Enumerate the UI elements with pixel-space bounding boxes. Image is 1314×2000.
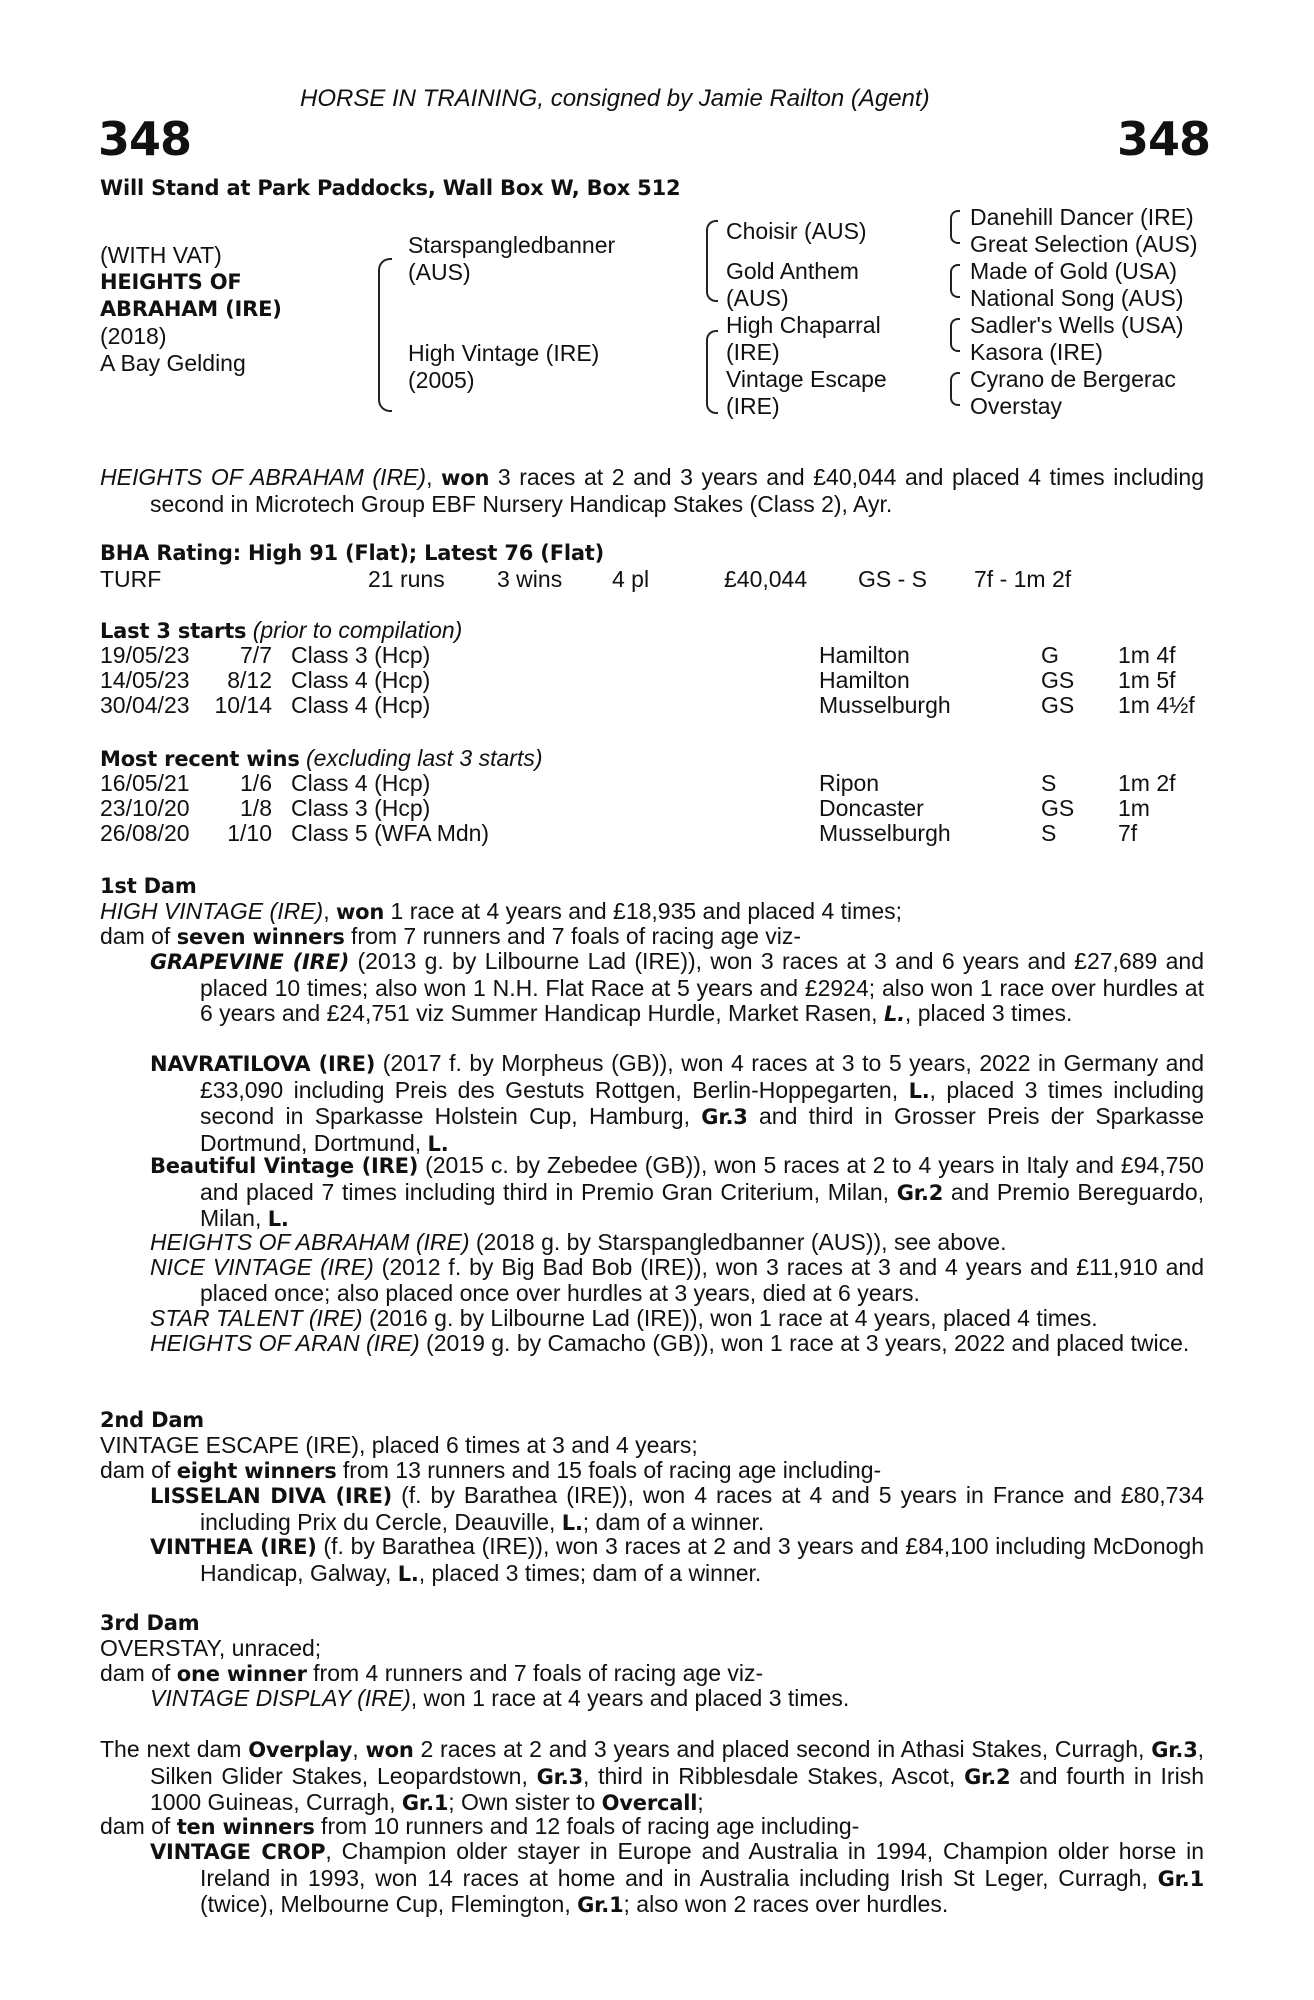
race-class: Class 4 (Hcp) [291, 692, 431, 718]
second-dam-line1: VINTAGE ESCAPE (IRE), placed 6 times at 3 and 4 years; [100, 1432, 698, 1458]
race-position: 10/14 [214, 692, 272, 718]
pedigree-dam-sire: High Chaparral (IRE) [726, 312, 881, 365]
progeny-lisselan-diva: LISSELAN DIVA (IRE) (f. by Barathea (IRE)), won 4 races at 4 and 5 years in France and £80,734 including Prix du Cercle, Deauville, L.; dam of a winner. [150, 1482, 1204, 1535]
progeny-star-talent: STAR TALENT (IRE) (2016 g. by Lilbourne Lad (IRE)), won 1 race at 4 years, placed 4 times. [150, 1305, 1098, 1331]
progeny-nice-vintage: NICE VINTAGE (IRE) (2012 f. by Big Bad Bob (IRE)), won 3 races at 3 and 4 years and £11,910 and placed once; also placed once over hurdles at 3 years, died at 6 years. [150, 1254, 1204, 1306]
progeny-vintage-display: VINTAGE DISPLAY (IRE), won 1 race at 4 years and placed 3 times. [150, 1685, 850, 1711]
pedigree-gg5: Sadler's Wells (USA) [970, 312, 1184, 338]
pedigree-dam-dam: Vintage Escape (IRE) [726, 366, 887, 419]
progeny-vintage-crop: VINTAGE CROP, Champion older stayer in Europe and Australia in 1994, Champion older horse in Ireland in 1993, won 14 races at home and in Australia including Irish St Leger, Curragh, Gr.1 (twice), Melbourne Cup, Flemington, Gr.1; also won 2 races over hurdles. [150, 1838, 1205, 1917]
race-distance: 7f [1118, 820, 1138, 846]
progeny-navratilova: NAVRATILOVA (IRE) (2017 f. by Morpheus (GB)), won 4 races at 3 to 5 years, 2022 in Germany and £33,090 including Preis des Gestuts Rottgen, Berlin-Hoppegarten, L., placed 3 times including second in Sparkasse Holstein Cup, Hamburg, Gr.3 and third in Grosser Preis der Sparkasse Dortmund, Dortmund, L. [150, 1050, 1205, 1156]
race-date: 14/05/23 [100, 667, 190, 693]
second-dam-line2: dam of eight winners from 13 runners and 15 foals of racing age including- [100, 1457, 882, 1483]
race-position: 7/7 [240, 642, 272, 668]
pedigree-brace-g4 [950, 372, 960, 406]
progeny-heights-of-aran: HEIGHTS OF ARAN (IRE) (2019 g. by Camacho (GB)), won 1 race at 3 years, 2022 and placed twice. [150, 1330, 1190, 1356]
horse-year: (2018) [100, 323, 167, 349]
pedigree-gg4: National Song (AUS) [970, 285, 1184, 311]
race-going: S [1041, 820, 1057, 846]
race-position: 1/6 [240, 770, 272, 796]
pedigree-gg3: Made of Gold (USA) [970, 258, 1178, 284]
first-dam-line1: HIGH VINTAGE (IRE), won 1 race at 4 years and £18,935 and placed 4 times; [100, 898, 903, 924]
race-date: 26/08/20 [100, 820, 190, 846]
horse-identity [100, 242, 282, 377]
race-position: 8/12 [227, 667, 272, 693]
first-dam-heading: 1st Dam [100, 874, 197, 898]
horse-name-line2: ABRAHAM (IRE) [100, 297, 282, 321]
first-dam-line2: dam of seven winners from 7 runners and 7 foals of racing age viz- [100, 923, 802, 949]
stand-location: Will Stand at Park Paddocks, Wall Box W, Box 512 [100, 176, 681, 200]
race-course: Hamilton [819, 667, 910, 693]
pedigree-sire: Starspangledbanner (AUS) [408, 232, 616, 285]
race-date: 19/05/23 [100, 642, 190, 668]
pedigree-sire-dam: Gold Anthem (AUS) [726, 258, 859, 311]
horse-name-line1: HEIGHTS OF [100, 270, 242, 294]
race-position: 1/10 [227, 820, 272, 846]
last3-heading: Last 3 starts (prior to compilation) [100, 617, 463, 643]
race-course: Ripon [819, 770, 880, 796]
pedigree-sire-sire: Choisir (AUS) [726, 218, 867, 244]
pedigree-brace-g1 [950, 210, 960, 244]
race-distance: 1m 4½f [1118, 692, 1195, 718]
race-course: Musselburgh [819, 692, 951, 718]
third-dam-line2: dam of one winner from 4 runners and 7 foals of racing age viz- [100, 1660, 764, 1686]
pedigree-gg7: Cyrano de Bergerac [970, 366, 1176, 392]
race-class: Class 3 (Hcp) [291, 795, 431, 821]
race-summary: HEIGHTS OF ABRAHAM (IRE), won 3 races at 2 and 3 years and £40,044 and placed 4 times including second in Microtech Group EBF Nursery Handicap Stakes (Class 2), Ayr. [100, 464, 1205, 517]
race-going: GS [1041, 692, 1075, 718]
pedigree-gg2: Great Selection (AUS) [970, 231, 1198, 257]
horse-description: A Bay Gelding [100, 350, 246, 376]
race-date: 16/05/21 [100, 770, 190, 796]
pedigree-gg8: Overstay [970, 393, 1063, 419]
race-distance: 1m 4f [1118, 642, 1176, 668]
bha-rating: BHA Rating: High 91 (Flat); Latest 76 (Flat) [100, 541, 605, 565]
lot-number-right: 348 [1117, 112, 1211, 166]
lot-number-left: 348 [98, 112, 192, 166]
progeny-vinthea: VINTHEA (IRE) (f. by Barathea (IRE)), won 3 races at 2 and 3 years and £84,100 including McDonogh Handicap, Galway, L., placed 3 times; dam of a winner. [150, 1533, 1204, 1586]
race-course: Musselburgh [819, 820, 951, 846]
race-class: Class 3 (Hcp) [291, 642, 431, 668]
race-distance: 1m 2f [1118, 770, 1176, 796]
vat-note: (WITH VAT) [100, 242, 222, 268]
pedigree-brace-g3 [950, 318, 960, 352]
race-class: Class 4 (Hcp) [291, 667, 431, 693]
second-dam-heading: 2nd Dam [100, 1408, 204, 1432]
recent-wins-heading: Most recent wins (excluding last 3 starts) [100, 745, 543, 771]
pedigree-dam: High Vintage (IRE) (2005) [408, 340, 600, 393]
progeny-heights-of-abraham: HEIGHTS OF ABRAHAM (IRE) (2018 g. by Starspangledbanner (AUS)), see above. [150, 1229, 1007, 1255]
pedigree-gg6: Kasora (IRE) [970, 339, 1103, 365]
race-going: GS [1041, 795, 1075, 821]
consignment-line: HORSE IN TRAINING, consigned by Jamie Railton (Agent) [300, 85, 930, 112]
race-distance: 1m 5f [1118, 667, 1176, 693]
progeny-grapevine: GRAPEVINE (IRE) (2013 g. by Lilbourne Lad (IRE)), won 3 races at 3 and 6 years and £27,689 and placed 10 times; also won 1 N.H. Flat Race at 5 years and £2924; also won 1 race over hurdles at 6 years and £24,751 viz Summer Handicap Hurdle, Market Rasen, L., placed 3 times. [150, 948, 1205, 1026]
pedigree-brace-g2 [950, 264, 960, 298]
race-going: G [1041, 642, 1059, 668]
race-distance: 1m [1118, 795, 1150, 821]
next-dam-line2: dam of ten winners from 10 runners and 12 foals of racing age including- [100, 1813, 860, 1839]
next-dam-paragraph: The next dam Overplay, won 2 races at 2 and 3 years and placed second in Athasi Stakes, Curragh, Gr.3, Silken Glider Stakes, Leopardstown, Gr.3, third in Ribblesdale Stakes, Ascot, Gr.2 and fourth in Irish 1000 Guineas, Curragh, Gr.1; Own sister to Overcall; [100, 1736, 1204, 1815]
race-going: GS [1041, 667, 1075, 693]
race-class: Class 4 (Hcp) [291, 770, 431, 796]
pedigree-brace-main [378, 258, 392, 412]
race-going: S [1041, 770, 1057, 796]
race-position: 1/8 [240, 795, 272, 821]
third-dam-line1: OVERSTAY, unraced; [100, 1635, 322, 1661]
race-date: 30/04/23 [100, 692, 190, 718]
progeny-beautiful-vintage: Beautiful Vintage (IRE) (2015 c. by Zebedee (GB)), won 5 races at 2 to 4 years in Italy and £94,750 and placed 7 times including third in Premio Gran Criterium, Milan, Gr.2 and Premio Bereguardo, Milan, L. [150, 1152, 1204, 1231]
pedigree-brace-dam [706, 330, 718, 414]
pedigree-brace-sire [706, 220, 718, 302]
race-course: Doncaster [819, 795, 924, 821]
race-course: Hamilton [819, 642, 910, 668]
race-class: Class 5 (WFA Mdn) [291, 820, 490, 846]
pedigree-gg1: Danehill Dancer (IRE) [970, 204, 1194, 230]
third-dam-heading: 3rd Dam [100, 1611, 200, 1635]
race-date: 23/10/20 [100, 795, 190, 821]
